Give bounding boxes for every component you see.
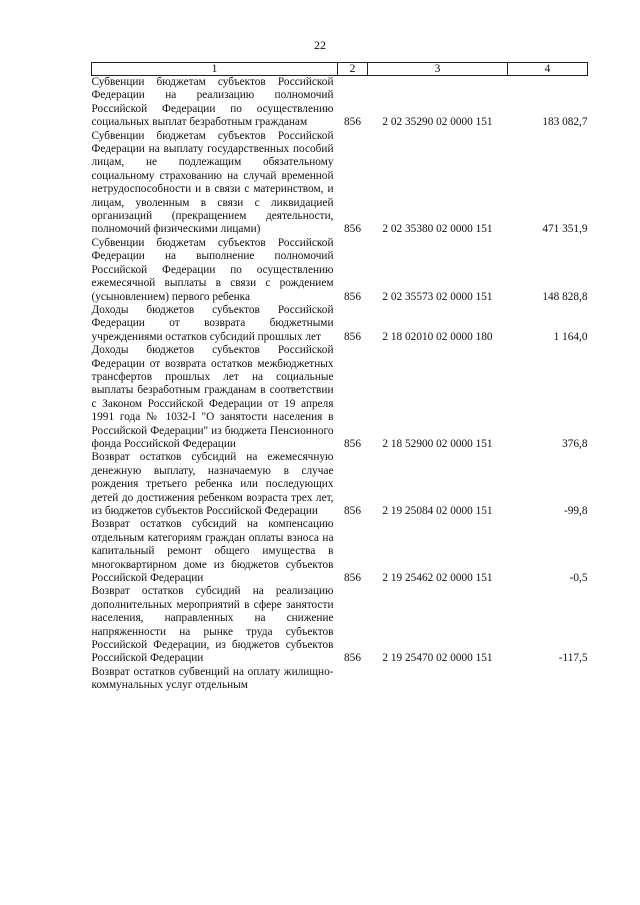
revenue-table — [91, 62, 588, 693]
row-chapter-code-cell: 856 — [344, 652, 361, 665]
row-budget-code-cell — [368, 666, 508, 693]
row-chapter-code-cell: 856 — [344, 505, 361, 517]
table-body — [92, 76, 588, 693]
table-header-row — [92, 63, 588, 76]
column-header: 3 — [368, 63, 508, 76]
row-chapter-code-cell: 856 — [344, 330, 361, 343]
row-chapter-code-cell: 856 — [344, 223, 361, 236]
row-amount-cell: 376,8 — [562, 437, 588, 450]
row-name-cell: Субвенции бюджетам субъектов Российской Федерации на выполнение полномочий Российской Федерации по осуществлению ежемесячной выплаты в связи с рождением (усыновлением) первого ребенка — [91, 236, 334, 303]
row-budget-code-cell: 2 18 52900 02 0000 151 — [382, 437, 493, 450]
row-chapter-code-cell: 856 — [344, 572, 361, 585]
column-header: 4 — [508, 63, 588, 76]
row-name-cell: Возврат остатков субсидий на реализацию дополнительных мероприятий в сфере занятости населения, направленных на снижение напряженности на рынке труда субъектов Российской Федерации, из бюджетов субъектов Российской Федерации — [91, 585, 334, 665]
column-header: 1 — [92, 63, 338, 76]
row-budget-code-cell: 2 19 25470 02 0000 151 — [382, 652, 493, 665]
table-row — [92, 518, 588, 585]
row-amount-cell: -99,8 — [563, 505, 588, 517]
row-name-cell: Возврат остатков субвенций на оплату жилищно-коммунальных услуг отдельным — [91, 665, 334, 692]
row-budget-code-cell: 2 02 35380 02 0000 151 — [382, 223, 493, 236]
row-budget-code-cell: 2 02 35573 02 0000 151 — [382, 290, 493, 303]
table-row — [92, 451, 588, 518]
row-budget-code-cell: 2 19 25084 02 0000 151 — [382, 505, 493, 517]
row-budget-code-cell: 2 02 35290 02 0000 151 — [382, 116, 493, 129]
row-amount-cell: -117,5 — [558, 652, 588, 665]
table-row — [92, 130, 588, 237]
row-amount-cell — [508, 666, 588, 693]
row-name-cell: Возврат остатков субсидий на ежемесячную денежную выплату, назначаемую в случае рождения третьего ребенка или последующих детей до достижения ребенком возраста трех лет, из бюджетов субъектов Российской Федерации — [91, 451, 334, 517]
table-row — [92, 304, 588, 344]
row-name-cell: Доходы бюджетов субъектов Российской Федерации от возврата бюджетными учреждениями остатков субсидий прошлых лет — [91, 303, 334, 343]
table-row — [92, 76, 588, 130]
row-amount-cell: 471 351,9 — [542, 223, 588, 236]
row-amount-cell: -0,5 — [569, 572, 588, 585]
row-budget-code-cell: 2 18 02010 02 0000 180 — [382, 330, 493, 343]
row-name-cell: Доходы бюджетов субъектов Российской Федерации от возврата остатков межбюджетных трансфертов прошлых лет на социальные выплаты безработным гражданам в соответствии с Законом Российской Федерации от 19 апреля 1991 года № 1032-I "О занятости населения в Российской Федерации" из бюджета Пенсионного фонда Российской Федерации — [91, 344, 334, 450]
table-row — [92, 585, 588, 665]
column-header: 2 — [338, 63, 368, 76]
row-amount-cell: 183 082,7 — [542, 116, 588, 129]
row-chapter-code-cell: 856 — [344, 437, 361, 450]
row-amount-cell: 148 828,8 — [542, 290, 588, 303]
row-name-cell: Субвенции бюджетам субъектов Российской Федерации на выплату государственных пособий лицам, не подлежащим обязательному социальному страхованию на случай временной нетрудоспособности и в связи с материнством, и лицам, уволенным в связи с ликвидацией организаций (прекращением деятельности, полномочий физическими лицами) — [91, 129, 334, 236]
page-number: 22 — [314, 38, 326, 52]
row-name-cell: Субвенции бюджетам субъектов Российской Федерации на реализацию полномочий Российской Федерации по осуществлению социальных выплат безработным гражданам — [91, 76, 334, 129]
table-row — [92, 344, 588, 451]
row-chapter-code-cell: 856 — [344, 116, 361, 129]
table-row — [92, 237, 588, 304]
row-amount-cell: 1 164,0 — [553, 330, 588, 343]
row-budget-code-cell: 2 19 25462 02 0000 151 — [382, 572, 493, 585]
row-chapter-code-cell: 856 — [344, 290, 361, 303]
row-chapter-code-cell — [338, 666, 368, 693]
row-name-cell: Возврат остатков субсидий на компенсацию отдельным категориям граждан оплаты взноса на капитальный ремонт общего имущества в многоквартирном доме из бюджетов субъектов Российской Федерации — [91, 518, 334, 585]
table-row — [92, 666, 588, 693]
